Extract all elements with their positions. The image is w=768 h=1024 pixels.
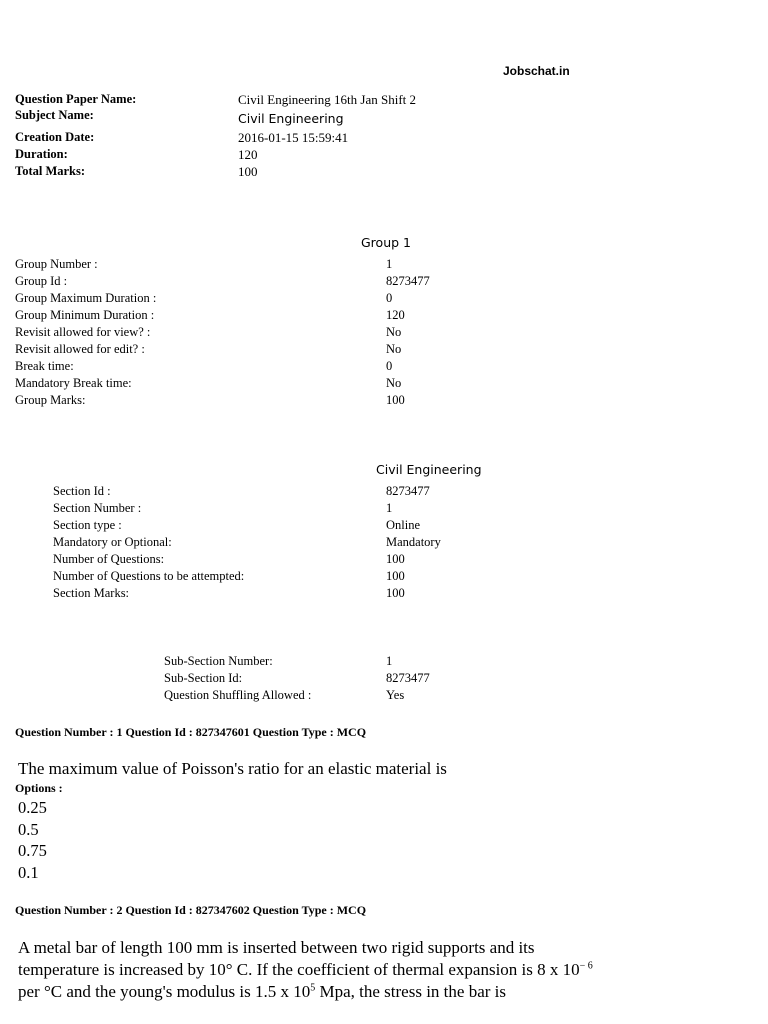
group-row-value: 0 [386,291,393,305]
paper-name-value: Civil Engineering 16th Jan Shift 2 [238,92,417,107]
section-row-value: Mandatory [386,535,441,549]
group-row-label: Group Marks: [15,393,86,407]
question-2-text [18,937,593,1003]
question-1-text: The maximum value of Poisson's ratio for an elastic material is [18,759,447,778]
section-row-value: 100 [386,569,405,583]
section-row-label: Section type : [53,518,122,532]
group-row-label: Group Minimum Duration : [15,308,155,322]
group-title: Group 1 [361,235,411,250]
section-row-label: Section Id : [53,484,111,498]
section-row-value: 100 [386,552,405,566]
subsection-values [386,653,430,704]
group-row-label: Group Maximum Duration : [15,291,157,305]
creation-date-value: 2016-01-15 15:59:41 [238,130,349,145]
question-2-line-2 [18,959,593,981]
paper-info-labels [15,91,136,180]
duration-value: 120 [238,147,258,162]
section-values [386,483,441,602]
subsection-labels [164,653,311,704]
question-2-line-3 [18,981,593,1003]
group-row-value: No [386,325,402,339]
exponent: 5 [310,982,316,994]
paper-name-label: Question Paper Name: [15,92,137,106]
question-2-line-3-end: Mpa, the stress in the bar is [315,982,506,1001]
option-item: 0.75 [18,841,47,860]
question-1-options [18,797,47,883]
section-row-value: 100 [386,586,405,600]
group-row-value: 8273477 [386,274,430,288]
group-row-label: Group Number : [15,257,98,271]
group-row-value: No [386,376,402,390]
group-row-value: 100 [386,393,405,407]
section-row-label: Number of Questions to be attempted: [53,569,245,583]
group-row-label: Revisit allowed for edit? : [15,342,145,356]
section-labels [53,483,244,602]
duration-label: Duration: [15,147,68,161]
brand-name: Jobschat.in [503,64,570,78]
subsection-row-label: Sub-Section Number: [164,654,273,668]
subsection-row-label: Sub-Section Id: [164,671,243,685]
subsection-row-value: 1 [386,654,393,668]
total-marks-label: Total Marks: [15,164,86,178]
group-row-value: 1 [386,257,393,271]
option-item: 0.25 [18,798,47,817]
group-row-value: 0 [386,359,393,373]
group-values [386,256,430,409]
subject-name-value: Civil Engineering [238,111,344,126]
group-labels [15,256,156,409]
question-1-header: Question Number : 1 Question Id : 827347601 Question Type : MCQ [15,725,367,739]
section-row-label: Mandatory or Optional: [53,535,172,549]
subsection-row-value: Yes [386,688,405,702]
section-row-label: Section Marks: [53,586,130,600]
group-row-label: Revisit allowed for view? : [15,325,151,339]
group-row-label: Break time: [15,359,74,373]
section-row-value: 1 [386,501,393,515]
section-row-label: Section Number : [53,501,142,515]
subsection-row-value: 8273477 [386,671,430,685]
option-item: 0.5 [18,819,39,839]
section-row-label: Number of Questions: [53,552,165,566]
creation-date-label: Creation Date: [15,130,95,144]
question-2-header: Question Number : 2 Question Id : 827347602 Question Type : MCQ [15,903,367,917]
group-row-label: Mandatory Break time: [15,376,132,390]
subsection-row-label: Question Shuffling Allowed : [164,688,312,702]
section-row-value: Online [386,518,421,532]
exponent: − 6 [579,960,593,972]
group-row-value: 120 [386,308,405,322]
group-row-value: No [386,342,402,356]
subject-name-label: Subject Name: [15,108,94,122]
paper-info-values [238,91,416,180]
section-title: Civil Engineering [376,462,482,477]
question-1-options-label: Options : [15,781,63,795]
section-row-value: 8273477 [386,484,430,498]
question-2-line-1: A metal bar of length 100 mm is inserted between two rigid supports and its [18,938,535,957]
group-row-label: Group Id : [15,274,68,288]
option-item: 0.1 [18,862,39,882]
question-2-line-3-text: per °C and the young's modulus is 1.5 x 10 [18,982,311,1001]
question-2-line-2-text: temperature is increased by 10° C. If the coefficient of thermal expansion is 8 x 10 [18,960,580,979]
total-marks-value: 100 [238,164,258,179]
